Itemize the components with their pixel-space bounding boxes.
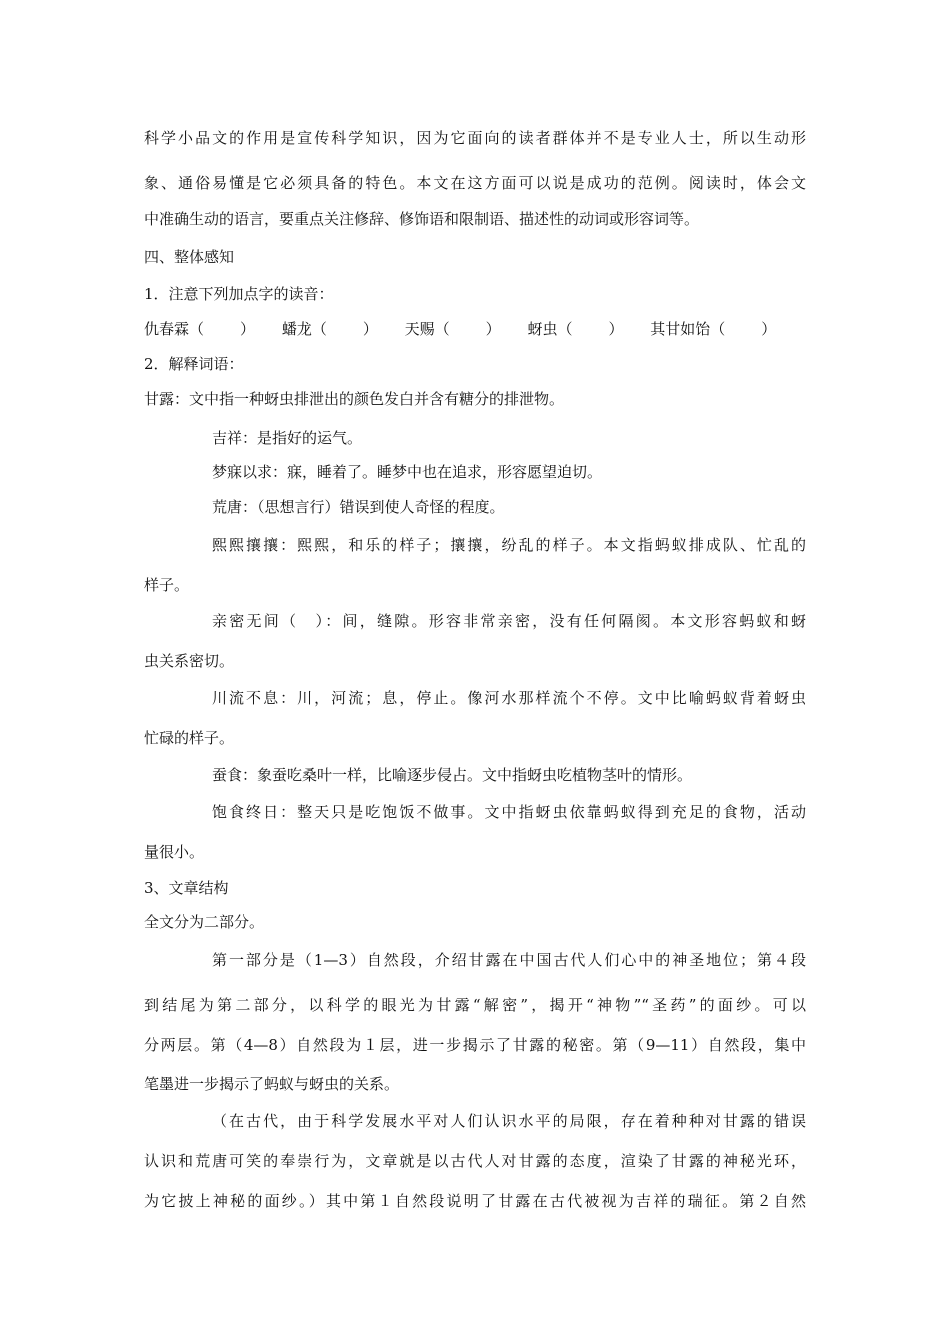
term-definition: 蚕食：象蚕吃桑叶一样，比喻逐步侵占。文中指蚜虫吃植物茎叶的情形。 bbox=[212, 766, 693, 784]
intro-line: 象、通俗易懂是它必须具备的特色。本文在这方面可以说是成功的范例。阅读时，体会文 bbox=[144, 174, 806, 192]
structure-paragraph: 第一部分是（1—3）自然段，介绍甘露在中国古代人们心中的神圣地位；第４段 bbox=[212, 951, 806, 969]
question-2-label: 2．解释词语： bbox=[144, 355, 244, 373]
term-definition-cont: 忙碌的样子。 bbox=[144, 729, 235, 747]
pronunciation-item: 其甘如饴（ ） bbox=[650, 320, 777, 338]
term-definition: 饱食终日：整天只是吃饱饭不做事。文中指蚜虫依靠蚂蚁得到充足的食物，活动 bbox=[212, 803, 806, 821]
term-definition: 荒唐：（思想言行）错误到使人奇怪的程度。 bbox=[212, 498, 505, 516]
pronunciation-item: 天赐（ ） bbox=[404, 320, 501, 338]
term-definition: 亲密无间（ ）：间，缝隙。形容非常亲密，没有任何隔阂。本文形容蚂蚁和蚜 bbox=[212, 612, 806, 630]
term-definition: 熙熙攘攘：熙熙，和乐的样子；攘攘，纷乱的样子。本文指蚂蚁排成队、忙乱的 bbox=[212, 536, 806, 554]
section-heading: 3、文章结构 bbox=[144, 879, 229, 897]
term-definition-cont: 量很小。 bbox=[144, 843, 205, 861]
question-1-label: 1．注意下列加点字的读音： bbox=[144, 285, 334, 303]
context-paragraph: 为它披上神秘的面纱。）其中第１自然段说明了甘露在古代被视为吉祥的瑞征。第２自然 bbox=[144, 1192, 806, 1210]
structure-paragraph: 分两层。第（4—8）自然段为１层，进一步揭示了甘露的秘密。第（9—11）自然段，集中 bbox=[144, 1036, 806, 1054]
section-heading: 四、整体感知 bbox=[144, 248, 235, 266]
context-paragraph: （在古代，由于科学发展水平对人们认识水平的局限，存在着种种对甘露的错误 bbox=[212, 1112, 806, 1130]
context-paragraph: 认识和荒唐可笑的奉崇行为，文章就是以古代人对甘露的态度，渲染了甘露的神秘光环， bbox=[144, 1152, 806, 1170]
intro-line: 中准确生动的语言，要重点关注修辞、修饰语和限制语、描述性的动词或形容词等。 bbox=[144, 210, 700, 228]
structure-paragraph: 笔墨进一步揭示了蚂蚁与蚜虫的关系。 bbox=[144, 1075, 400, 1093]
term-definition: 吉祥：是指好的运气。 bbox=[212, 429, 363, 447]
pronunciation-items bbox=[144, 318, 776, 339]
structure-paragraph: 到结尾为第二部分，以科学的眼光为甘露“解密”，揭开“神物”“圣药”的面纱。可以 bbox=[144, 996, 806, 1014]
pronunciation-item: 蚜虫（ ） bbox=[527, 320, 624, 338]
term-definition: 梦寐以求：寐，睡着了。睡梦中也在追求，形容愿望迫切。 bbox=[212, 463, 603, 481]
term-definition: 川流不息：川，河流；息，停止。像河水那样流个不停。文中比喻蚂蚁背着蚜虫 bbox=[212, 689, 806, 707]
term-definition: 甘露：文中指一种蚜虫排泄出的颜色发白并含有糖分的排泄物。 bbox=[144, 390, 565, 408]
term-definition-cont: 样子。 bbox=[144, 576, 190, 594]
structure-intro: 全文分为二部分。 bbox=[144, 913, 265, 931]
term-definition-cont: 虫关系密切。 bbox=[144, 652, 235, 670]
intro-line: 科学小品文的作用是宣传科学知识，因为它面向的读者群体并不是专业人士，所以生动形 bbox=[144, 129, 806, 147]
pronunciation-item: 仇春霖（ ） bbox=[144, 320, 256, 338]
pronunciation-item: 蟠龙（ ） bbox=[281, 320, 378, 338]
